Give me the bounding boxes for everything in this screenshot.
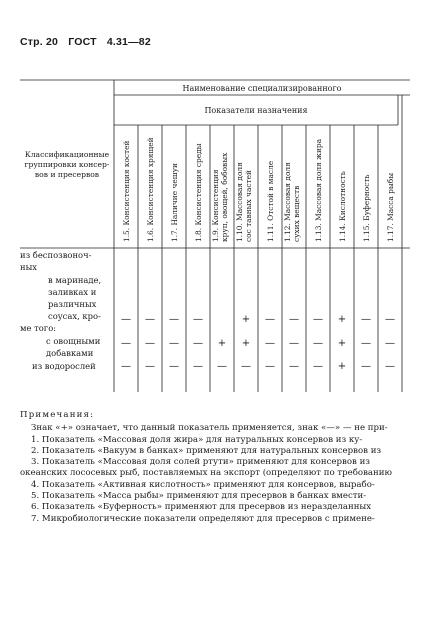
table-cell-value: + (337, 338, 347, 349)
column-header-label: 1.15. Буферность (362, 174, 371, 242)
column-header-label: 1.14. Кислотность (338, 171, 347, 242)
standard-number: 4.31—82 (106, 36, 151, 48)
table-cell-value: — (145, 338, 155, 349)
column-header-label: сос тавных частей (244, 170, 253, 242)
column-header-label: 1.6. Консистенция хрящей (146, 137, 155, 242)
table-cell-value: — (217, 361, 227, 372)
table-cell-value: — (121, 361, 131, 372)
table-cell-value: — (169, 314, 179, 325)
table-cell-value: + (337, 314, 347, 325)
row-label: из беспозвоноч- (20, 250, 92, 260)
column-header-label: 1.8. Консистенция среды (194, 143, 203, 242)
table-cell-value: — (361, 314, 371, 325)
table-cell-value: — (385, 361, 395, 372)
table-cell-value: + (241, 314, 251, 325)
row-label: соусах, кро- (48, 311, 101, 321)
column-header-label: 1.10. Массовая доля (235, 162, 244, 242)
column-header-label: 1.11. Отстой в масле (266, 160, 275, 242)
table-cell-value: — (241, 361, 251, 372)
table-cell-value: — (361, 361, 371, 372)
row-label: различных (48, 299, 97, 309)
standard-label: ГОСТ (68, 36, 97, 48)
row-header-label: вов и пресервов (34, 170, 100, 179)
table-cell-value: — (385, 338, 395, 349)
row-label: добавками (46, 348, 94, 358)
note-line: 5. Показатель «Масса рыбы» применяют для пресервов в банках вмести- (31, 491, 367, 502)
table-cell-value: — (193, 338, 203, 349)
note-line: 1. Показатель «Массовая доля жира» для натуральных консервов из ку- (31, 434, 363, 445)
table-cell-value: — (289, 361, 299, 372)
note-line: 3. Показатель «Массовая доля солей ртути» применяют для консервов из (31, 457, 370, 468)
table-cell-value: — (145, 361, 155, 372)
row-label: из водорослей (32, 361, 96, 371)
table-cell-value: — (121, 338, 131, 349)
top-header: Наименование специализированного (182, 84, 342, 93)
table-cell-value: — (361, 338, 371, 349)
row-header-label: группировки консер- (24, 160, 110, 169)
table-cell-value: — (313, 361, 323, 372)
table-cell-value: — (289, 314, 299, 325)
note-line: 7. Микробиологические показатели определяют для пресервов с примене- (31, 513, 375, 524)
row-label: ме того: (20, 323, 57, 333)
column-header-label: 1.12. Массовая доля (283, 162, 292, 242)
column-header-label: 1.7. Наличие чешуи (170, 163, 179, 242)
table-cell-value: — (193, 361, 203, 372)
table-cell-value: — (145, 314, 155, 325)
table-cell-value: — (313, 338, 323, 349)
row-label: в маринаде, (48, 275, 102, 285)
row-header-label: Классификационные (24, 150, 110, 159)
note-line: океанских лососевых рыб, поставляемых на экспорт (определяют по требованию (20, 468, 392, 479)
note-line: 2. Показатель «Вакуум в банках» применяют для натуральных консервов из (31, 445, 382, 456)
table-cell-value: — (265, 338, 275, 349)
column-header-label: сухих веществ (292, 185, 301, 242)
column-header-label: 1.9. Консистенция (211, 169, 220, 242)
column-header-label: 1.5. Консистенция костей (122, 140, 131, 242)
column-header-label: круп, овощей, бобовых (220, 152, 229, 242)
table-cell-value: — (265, 314, 275, 325)
row-label: ных (20, 262, 37, 272)
note-line: 6. Показатель «Буферность» применяют для пресервов из неразделанных (31, 502, 372, 513)
sub-header: Показатели назначения (204, 106, 308, 115)
note-line: 4. Показатель «Активная кислотность» применяют для консервов, вырабо- (31, 479, 375, 490)
table-cell-value: + (241, 338, 251, 349)
table-cell-value: — (121, 314, 131, 325)
column-header-label: 1.17. Масса рыбы (386, 172, 395, 242)
table-cell-value: — (169, 361, 179, 372)
table-cell-value: — (169, 338, 179, 349)
note-line: Знак «+» означает, что данный показатель применяется, знак «—» — не при- (31, 423, 388, 434)
page-label: Стр. 20 (20, 36, 59, 48)
row-label: с овощными (46, 336, 101, 346)
table-cell-value: — (265, 361, 275, 372)
table-cell-value: — (193, 314, 203, 325)
table-cell-value: — (313, 314, 323, 325)
notes-title: Примечания: (20, 410, 95, 420)
row-label: заливках и (48, 287, 97, 297)
table-cell-value: + (337, 361, 347, 372)
notes-lines (20, 423, 412, 525)
table-cell-value: — (289, 338, 299, 349)
column-header-label: 1.13. Массовая доля жира (314, 138, 323, 242)
table-cell-value: — (385, 314, 395, 325)
notes-block (20, 410, 412, 525)
table-cell-value: + (217, 338, 227, 349)
